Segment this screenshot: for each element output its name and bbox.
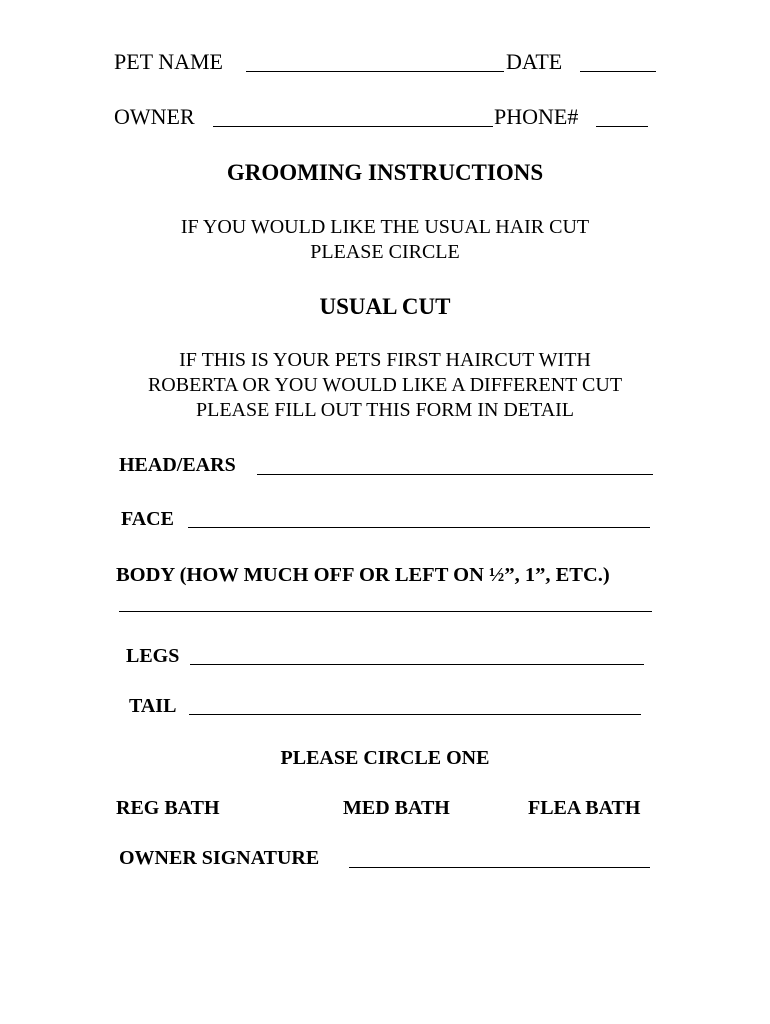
reg-bath-option[interactable]: REG BATH	[116, 797, 220, 819]
owner-label: OWNER	[114, 104, 195, 129]
date-field[interactable]	[580, 71, 656, 72]
flea-bath-option[interactable]: FLEA BATH	[528, 797, 641, 819]
tail-label: TAIL	[129, 695, 177, 717]
pet-name-label: PET NAME	[114, 49, 223, 74]
tail-field[interactable]	[189, 714, 641, 715]
phone-label: PHONE#	[494, 104, 579, 129]
usual-instructions-line-1: IF YOU WOULD LIKE THE USUAL HAIR CUT	[180, 216, 590, 238]
face-label: FACE	[121, 508, 174, 530]
owner-signature-field[interactable]	[349, 867, 650, 868]
pet-name-field[interactable]	[246, 71, 504, 72]
first-cut-instructions-line-2: ROBERTA OR YOU WOULD LIKE A DIFFERENT CUT	[147, 374, 623, 396]
first-cut-instructions-line-3: PLEASE FILL OUT THIS FORM IN DETAIL	[195, 399, 575, 421]
head-ears-field[interactable]	[257, 474, 653, 475]
med-bath-option[interactable]: MED BATH	[343, 797, 450, 819]
owner-field[interactable]	[213, 126, 493, 127]
phone-field[interactable]	[596, 126, 648, 127]
circle-one-heading: PLEASE CIRCLE ONE	[280, 747, 490, 769]
head-ears-label: HEAD/EARS	[119, 454, 236, 476]
first-cut-instructions-line-1: IF THIS IS YOUR PETS FIRST HAIRCUT WITH	[179, 349, 591, 371]
legs-label: LEGS	[126, 645, 180, 667]
owner-signature-label: OWNER SIGNATURE	[119, 847, 320, 869]
page-title: GROOMING INSTRUCTIONS	[226, 160, 544, 185]
legs-field[interactable]	[190, 664, 644, 665]
body-label: BODY (HOW MUCH OFF OR LEFT ON ½”, 1”, ETC.)	[116, 564, 610, 586]
body-field[interactable]	[119, 611, 652, 612]
usual-instructions-line-2: PLEASE CIRCLE	[310, 241, 460, 263]
usual-cut-option[interactable]: USUAL CUT	[319, 294, 451, 319]
date-label: DATE	[506, 49, 563, 74]
face-field[interactable]	[188, 527, 650, 528]
